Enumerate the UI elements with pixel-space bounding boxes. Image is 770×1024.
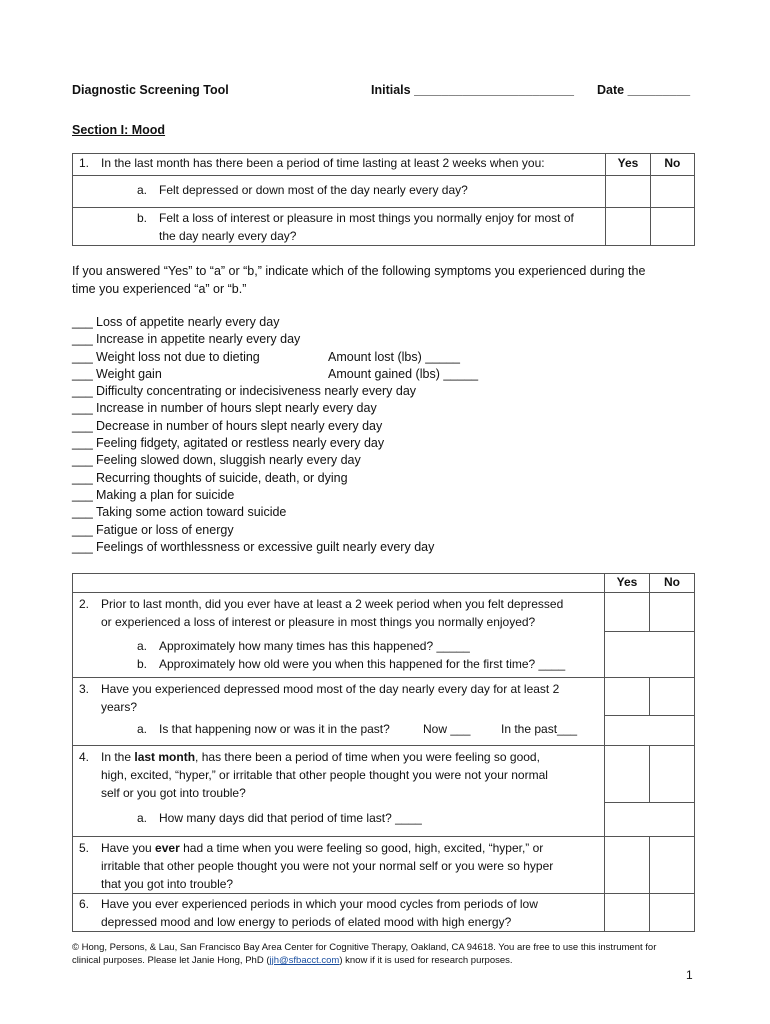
question-4-no-box[interactable] (650, 746, 695, 803)
question-4-emphasis: last month (134, 750, 196, 764)
symptom-blank[interactable]: ___ (72, 470, 93, 485)
symptom-text: Recurring thoughts of suicide, death, or dying (96, 470, 348, 485)
question-5-emphasis: ever (155, 840, 180, 855)
symptom-item[interactable] (72, 470, 478, 487)
question-2a-text[interactable]: Approximately how many times has this happened? _____ (159, 639, 470, 653)
document-title: Diagnostic Screening Tool (72, 83, 229, 97)
symptom-text: Making a plan for suicide (96, 487, 235, 502)
question-6-no-box[interactable] (650, 893, 695, 931)
question-5-text-line2: irritable that other people thought you were not your normal self or you were so hyper (101, 858, 554, 873)
copyright-footer (72, 941, 702, 967)
question-4-number: 4. (79, 750, 90, 764)
question-6-text-line2: depressed mood and low energy to periods of elated mood with high energy? (101, 914, 512, 929)
question-3-yes-box[interactable] (605, 677, 650, 716)
section-title: Section I: Mood (72, 123, 166, 137)
email-link[interactable]: jjh@sfbacct.com (269, 955, 340, 966)
question-2b-letter: b. (137, 657, 148, 671)
question-2-text-line2: or experienced a loss of interest or pleasure in most things you normally enjoyed? (101, 615, 536, 629)
question-1a-cell (73, 176, 606, 208)
question-2a-letter: a. (137, 639, 148, 653)
yes-header: Yes (605, 574, 650, 593)
instructions-line-1: If you answered “Yes” to “a” or “b,” indicate which of the following symptoms you experienced during the (72, 264, 646, 278)
question-4a-blank (605, 802, 695, 836)
now-option[interactable]: Now ___ (423, 721, 471, 736)
question-3-cell (73, 677, 605, 716)
symptom-checklist (72, 314, 478, 556)
question-3a-text: Is that happening now or was it in the past? (159, 721, 390, 736)
symptom-text: Taking some action toward suicide (96, 505, 287, 520)
instructions-line-2: time you experienced “a” or “b.” (72, 282, 247, 296)
question-2-no-box[interactable] (650, 593, 695, 632)
symptom-text: Weight gain (96, 366, 162, 381)
question-4a-cell (73, 802, 605, 836)
symptom-text: Feeling fidgety, agitated or restless nearly every day (96, 436, 385, 451)
question-2-text: Prior to last month, did you ever have at least a 2 week period when you felt depressed (101, 597, 564, 611)
question-1b-cell (73, 208, 606, 246)
footer-line-2-post: ) know if it is used for research purposes. (339, 955, 513, 966)
question-6-number: 6. (79, 896, 90, 911)
question-1b-text-line2: the day nearly every day? (159, 229, 297, 243)
symptom-item[interactable] (72, 504, 478, 521)
symptom-blank[interactable]: ___ (72, 522, 93, 537)
symptom-blank[interactable]: ___ (72, 436, 93, 451)
symptom-item[interactable] (72, 539, 478, 556)
question-1a-letter: a. (137, 183, 148, 197)
symptom-blank[interactable]: ___ (72, 349, 93, 364)
question-5-no-box[interactable] (650, 836, 695, 893)
question-4-text-line3: self or you got into trouble? (101, 786, 246, 800)
question-4-cell (73, 746, 605, 803)
symptom-blank[interactable]: ___ (72, 315, 93, 329)
question-2-sub-cell (73, 631, 605, 677)
question-6-text: Have you ever experienced periods in which your mood cycles from periods of low (101, 896, 538, 911)
symptom-blank[interactable]: ___ (72, 366, 93, 381)
symptom-item[interactable] (72, 349, 478, 366)
no-header: No (650, 154, 694, 176)
symptom-blank[interactable]: ___ (72, 401, 93, 416)
question-3a-cell (73, 716, 605, 746)
symptom-text: Fatigue or loss of energy (96, 522, 234, 537)
question-2b-text[interactable]: Approximately how old were you when this happened for the first time? ____ (159, 657, 566, 671)
question-1-cell (73, 154, 606, 176)
question-2-number: 2. (79, 597, 90, 611)
amount-lost-field[interactable]: Amount lost (lbs) _____ (328, 349, 461, 364)
symptom-item[interactable] (72, 331, 478, 348)
symptom-blank[interactable]: ___ (72, 539, 93, 554)
symptom-item[interactable] (72, 400, 478, 417)
question-2-yes-box[interactable] (605, 593, 650, 632)
symptom-blank[interactable]: ___ (72, 332, 93, 347)
question-3-text: Have you experienced depressed mood most of the day nearly every day for at least 2 (101, 681, 560, 696)
symptom-text: Decrease in number of hours slept nearly every day (96, 418, 383, 433)
symptom-item[interactable] (72, 487, 478, 504)
question-5-cell (73, 836, 605, 893)
symptom-item[interactable] (72, 418, 478, 435)
question-4-yes-box[interactable] (605, 746, 650, 803)
question-2-cell (73, 593, 605, 632)
initials-field[interactable]: Initials _______________________ (371, 83, 574, 97)
question-6-cell (73, 893, 605, 931)
symptom-blank[interactable]: ___ (72, 487, 93, 502)
footer-line-2-pre: clinical purposes. Please let Janie Hong, PhD ( (72, 955, 270, 966)
question-5-text-post: had a time when you were feeling so good, high, excited, “hyper,” or (183, 840, 544, 855)
question-1b-yes-box[interactable] (606, 208, 650, 246)
question-1a-no-box[interactable] (650, 176, 694, 208)
question-3-number: 3. (79, 681, 90, 696)
question-4a-letter: a. (137, 811, 148, 825)
question-2-sub-blank (605, 631, 695, 677)
question-1-text: In the last month has there been a period of time lasting at least 2 weeks when you: (101, 156, 545, 170)
date-field[interactable]: Date _________ (597, 83, 691, 97)
question-1-number: 1. (79, 156, 90, 170)
question-3a-letter: a. (137, 721, 148, 736)
symptom-item[interactable] (72, 383, 478, 400)
symptom-blank[interactable]: ___ (72, 418, 93, 433)
symptom-text: Loss of appetite nearly every day (96, 315, 280, 329)
symptom-text: Feelings of worthlessness or excessive guilt nearly every day (96, 539, 435, 554)
symptom-text: Difficulty concentrating or indecisiveness nearly every day (96, 384, 417, 399)
question-3-text-line2: years? (101, 699, 138, 714)
mood-table-1 (72, 153, 695, 246)
question-5-yes-box[interactable] (605, 836, 650, 893)
symptom-text: Weight loss not due to dieting (96, 349, 260, 364)
question-3-no-box[interactable] (650, 677, 695, 716)
question-5-number: 5. (79, 840, 90, 855)
question-4a-text[interactable]: How many days did that period of time last? ____ (159, 811, 422, 825)
symptom-item[interactable] (72, 366, 478, 383)
mood-table-2 (72, 573, 695, 932)
symptom-text: Feeling slowed down, sluggish nearly every day (96, 453, 361, 468)
no-header: No (650, 574, 695, 593)
symptom-blank[interactable]: ___ (72, 453, 93, 468)
symptom-blank[interactable]: ___ (72, 384, 93, 399)
symptom-item[interactable] (72, 452, 478, 469)
question-4-text-pre: In the (101, 750, 132, 764)
question-3a-blank (605, 716, 695, 746)
page-number: 1 (686, 968, 693, 982)
question-1a-text: Felt depressed or down most of the day nearly every day? (159, 183, 468, 197)
question-1b-letter: b. (137, 211, 148, 225)
question-6-yes-box[interactable] (605, 893, 650, 931)
question-4-text-line2: high, excited, “hyper,” or irritable that other people thought you were not your normal (101, 768, 548, 782)
question-1b-text: Felt a loss of interest or pleasure in most things you normally enjoy for most of (159, 211, 574, 225)
question-5-text-pre: Have you (101, 840, 152, 855)
symptom-text: Increase in appetite nearly every day (96, 332, 301, 347)
past-option[interactable]: In the past___ (501, 721, 578, 736)
yes-header: Yes (606, 154, 650, 176)
question-1a-yes-box[interactable] (606, 176, 650, 208)
question-4-text-post: , has there been a period of time when you were feeling so good, (195, 750, 540, 764)
symptom-item[interactable] (72, 435, 478, 452)
symptom-blank[interactable]: ___ (72, 505, 93, 520)
footer-line-1: © Hong, Persons, & Lau, San Francisco Bay Area Center for Cognitive Therapy, Oakland, CA 94618. You are free to use this instrument for (72, 942, 657, 953)
question-5-text-line3: that you got into trouble? (101, 876, 234, 891)
table2-header-blank (73, 574, 605, 593)
symptom-item[interactable] (72, 522, 478, 539)
question-1b-no-box[interactable] (650, 208, 694, 246)
symptom-text: Increase in number of hours slept nearly every day (96, 401, 377, 416)
symptom-item[interactable] (72, 314, 478, 331)
instructions (72, 262, 692, 298)
amount-gained-field[interactable]: Amount gained (lbs) _____ (328, 366, 479, 381)
